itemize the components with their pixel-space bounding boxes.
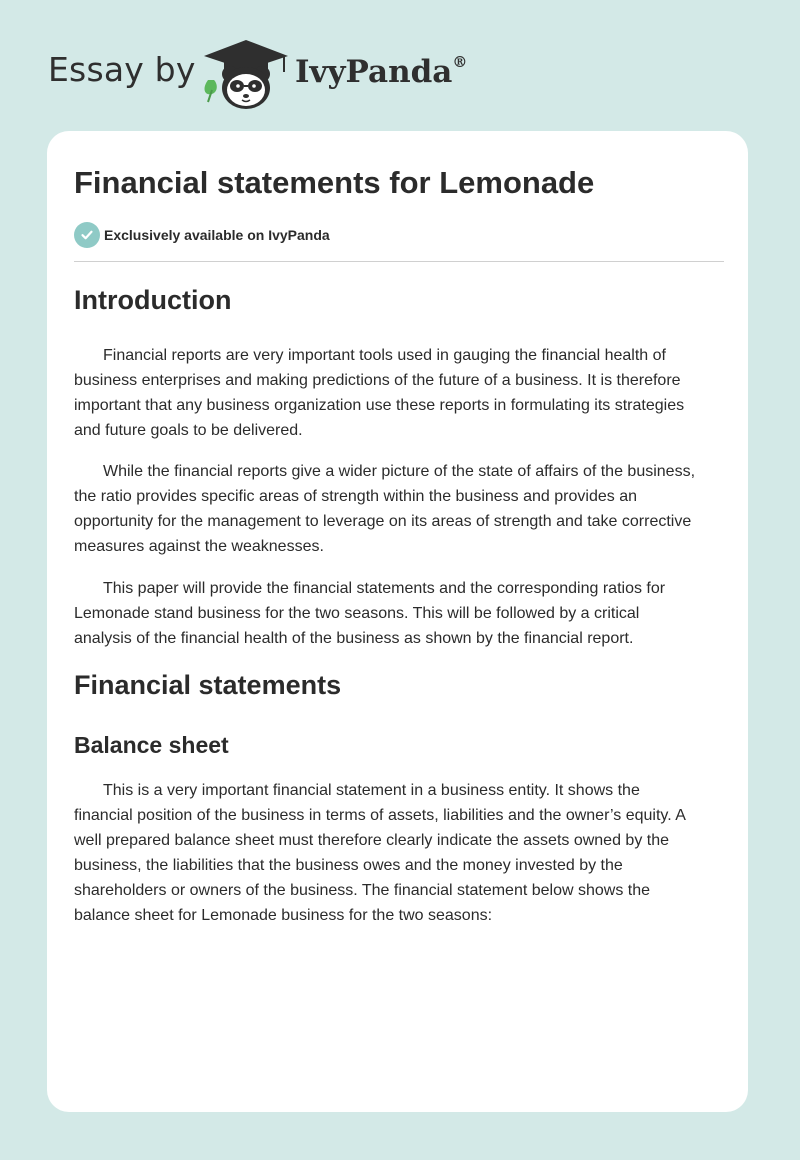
subsection-heading-balance-sheet: Balance sheet: [74, 732, 229, 758]
paragraph: While the financial reports give a wider picture of the state of affairs of the business, the ratio provides specific areas of strength within the business and provides an opportunity for the management to leverage on its areas of strength and take corrective measures against the weaknesses.: [74, 463, 696, 555]
exclusive-badge: [74, 222, 330, 248]
brand-logo-text[interactable]: [295, 54, 467, 90]
paragraph: This is a very important financial statement in a business entity. It shows the financial position of the business in terms of assets, liabilities and the owner’s equity. A well prepared balance sheet must therefore clearly indicate the assets owned by the business, the liabilities that the business owes and the money invested by the shareholders or owners of the business. The financial statement below shows the balance sheet for Lemonade business for the two seasons:: [74, 782, 686, 924]
registered-mark: ®: [452, 52, 468, 71]
essay-by-label: Essay by: [48, 50, 196, 89]
paragraph: Financial reports are very important tools used in gauging the financial health of business enterprises and making predictions of the future of a business. It is therefore important that any business organization use these reports in formulating its strategies and future goals to be delivered.: [74, 347, 685, 439]
panda-graduate-icon[interactable]: [200, 36, 292, 112]
title-divider: [74, 261, 724, 262]
badge-text: Exclusively available on IvyPanda: [104, 227, 330, 243]
check-icon: [74, 222, 100, 248]
section-heading-financial-statements: Financial statements: [74, 670, 342, 700]
section-heading-introduction: Introduction: [74, 285, 232, 315]
essay-card: [47, 131, 748, 1112]
site-header: [48, 36, 508, 112]
brand-name: IvyPanda: [295, 54, 453, 90]
paragraph: This paper will provide the financial statements and the corresponding ratios for Lemonade stand business for the two seasons. This will be followed by a critical analysis of the financial health of the business as shown by the financial report.: [74, 580, 666, 647]
page-title: Financial statements for Lemonade: [74, 165, 595, 200]
